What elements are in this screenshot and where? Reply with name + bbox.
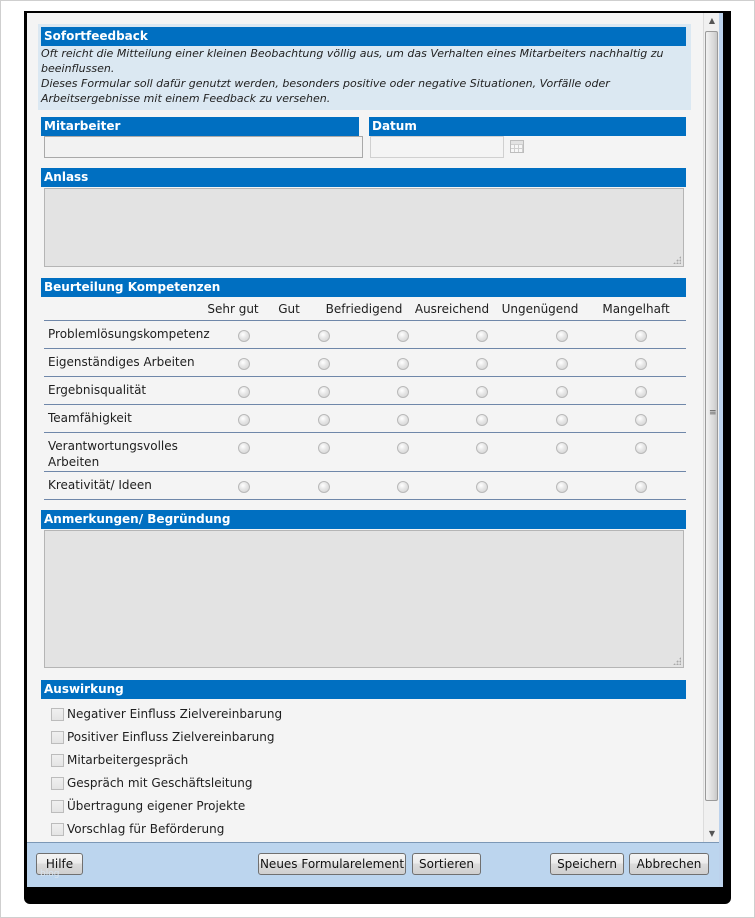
radio-sehr-gut[interactable] (238, 481, 250, 493)
checkbox-label: Positiver Einfluss Zielvereinbarung (67, 730, 275, 744)
impact-title-bar: Auswirkung (41, 680, 686, 699)
row-label: Kreativität/ Ideen (48, 478, 152, 492)
radio-mangelhaft[interactable] (635, 386, 647, 398)
column-mangelhaft: Mangelhaft (602, 302, 670, 316)
employee-input[interactable] (44, 136, 363, 158)
save-button[interactable]: Speichern (550, 853, 624, 875)
employee-label: Mitarbeiter (41, 117, 359, 136)
radio-sehr-gut[interactable] (238, 442, 250, 454)
radio-ausreichend[interactable] (476, 358, 488, 370)
radio-ausreichend[interactable] (476, 414, 488, 426)
form-scroll-area (27, 13, 703, 842)
impact-option[interactable] (51, 705, 282, 723)
calendar-icon[interactable] (510, 140, 524, 153)
radio-ungenuegend[interactable] (556, 330, 568, 342)
radio-ungenuegend[interactable] (556, 358, 568, 370)
column-ausreichend: Ausreichend (414, 302, 490, 316)
form-dialog (27, 13, 719, 887)
radio-mangelhaft[interactable] (635, 330, 647, 342)
radio-ungenuegend[interactable] (556, 386, 568, 398)
window-border (719, 13, 723, 887)
radio-sehr-gut[interactable] (238, 414, 250, 426)
radio-mangelhaft[interactable] (635, 481, 647, 493)
row-label: Teamfähigkeit (48, 411, 132, 425)
occasion-textarea[interactable] (44, 188, 684, 267)
scrollbar-thumb[interactable] (705, 31, 718, 801)
radio-ausreichend[interactable] (476, 442, 488, 454)
info-line-2: Dieses Formular soll dafür genutzt werden, besonders positive oder negative Situationen, Vorfälle oder Arbeitsergebnisse mit einem Feedback zu versehen. (41, 77, 610, 105)
radio-mangelhaft[interactable] (635, 358, 647, 370)
radio-gut[interactable] (318, 481, 330, 493)
radio-gut[interactable] (318, 358, 330, 370)
row-label: Ergebnisqualität (48, 383, 147, 397)
column-sehr-gut: Sehr gut (207, 302, 259, 316)
checkbox[interactable] (51, 731, 64, 744)
rating-row (44, 321, 686, 349)
row-label: Eigenständiges Arbeiten (48, 355, 195, 369)
checkbox-label: Mitarbeitergespräch (67, 753, 189, 767)
info-text (41, 46, 686, 106)
radio-ausreichend[interactable] (476, 330, 488, 342)
vertical-scrollbar[interactable] (703, 13, 719, 842)
row-label: Verantwortungsvolles Arbeiten (48, 439, 178, 469)
column-befriedigend: Befriedigend (325, 302, 403, 316)
checkbox-label: Gespräch mit Geschäftsleitung (67, 776, 253, 790)
competencies-title-bar: Beurteilung Kompetenzen (41, 278, 686, 297)
resize-grip-icon[interactable] (673, 256, 681, 264)
rating-row (44, 405, 686, 433)
remarks-title-bar: Anmerkungen/ Begründung (41, 510, 686, 529)
cancel-button[interactable]: Abbrechen (629, 853, 709, 875)
dialog-footer (27, 842, 719, 887)
radio-befriedigend[interactable] (397, 414, 409, 426)
impact-option[interactable] (51, 728, 275, 746)
radio-ungenuegend[interactable] (556, 481, 568, 493)
row-label: Problemlösungskompetenz (48, 327, 210, 341)
radio-gut[interactable] (318, 330, 330, 342)
radio-sehr-gut[interactable] (238, 358, 250, 370)
resize-grip-icon[interactable] (673, 657, 681, 665)
rating-grid-header (44, 299, 686, 321)
checkbox[interactable] (51, 708, 64, 721)
date-input[interactable] (370, 136, 504, 158)
grip-icon: ≡ (709, 408, 716, 418)
radio-befriedigend[interactable] (397, 442, 409, 454)
radio-ausreichend[interactable] (476, 481, 488, 493)
ghost-text: blog (40, 869, 60, 879)
radio-gut[interactable] (318, 386, 330, 398)
remarks-textarea[interactable] (44, 530, 684, 668)
date-label: Datum (369, 117, 686, 136)
radio-mangelhaft[interactable] (635, 442, 647, 454)
radio-sehr-gut[interactable] (238, 330, 250, 342)
radio-befriedigend[interactable] (397, 386, 409, 398)
impact-option[interactable] (51, 797, 245, 815)
radio-befriedigend[interactable] (397, 358, 409, 370)
rating-row (44, 433, 686, 472)
checkbox[interactable] (51, 823, 64, 836)
radio-sehr-gut[interactable] (238, 386, 250, 398)
checkbox[interactable] (51, 754, 64, 767)
checkbox-label: Übertragung eigener Projekte (67, 799, 246, 813)
checkbox[interactable] (51, 800, 64, 813)
checkbox-label: Vorschlag für Beförderung (67, 822, 225, 836)
rating-row (44, 377, 686, 405)
info-section (38, 24, 691, 110)
checkbox-label: Negativer Einfluss Zielvereinbarung (67, 707, 283, 721)
sort-button[interactable]: Sortieren (412, 853, 481, 875)
rating-row (44, 472, 686, 500)
impact-option[interactable] (51, 820, 224, 838)
radio-ungenuegend[interactable] (556, 442, 568, 454)
column-ungenuegend: Ungenügend (501, 302, 579, 316)
new-form-element-button[interactable]: Neues Formularelement (258, 853, 406, 875)
checkbox[interactable] (51, 777, 64, 790)
impact-option[interactable] (51, 774, 252, 792)
impact-option[interactable] (51, 751, 188, 769)
scroll-up-arrow-icon[interactable]: ▲ (708, 16, 716, 25)
radio-ungenuegend[interactable] (556, 414, 568, 426)
occasion-label: Anlass (41, 168, 686, 187)
radio-mangelhaft[interactable] (635, 414, 647, 426)
info-line-1: Oft reicht die Mitteilung einer kleinen Beobachtung völlig aus, um das Verhalten eines Mitarbeiters nachhaltig zu beeinflussen. (41, 47, 664, 75)
info-title-bar: Sofortfeedback (41, 27, 686, 46)
help-button[interactable]: Hilfe (36, 853, 83, 875)
column-gut: Gut (278, 302, 300, 316)
scroll-down-arrow-icon[interactable]: ▼ (708, 829, 716, 838)
radio-gut[interactable] (318, 414, 330, 426)
radio-befriedigend[interactable] (397, 330, 409, 342)
rating-row (44, 349, 686, 377)
radio-gut[interactable] (318, 442, 330, 454)
radio-ausreichend[interactable] (476, 386, 488, 398)
radio-befriedigend[interactable] (397, 481, 409, 493)
